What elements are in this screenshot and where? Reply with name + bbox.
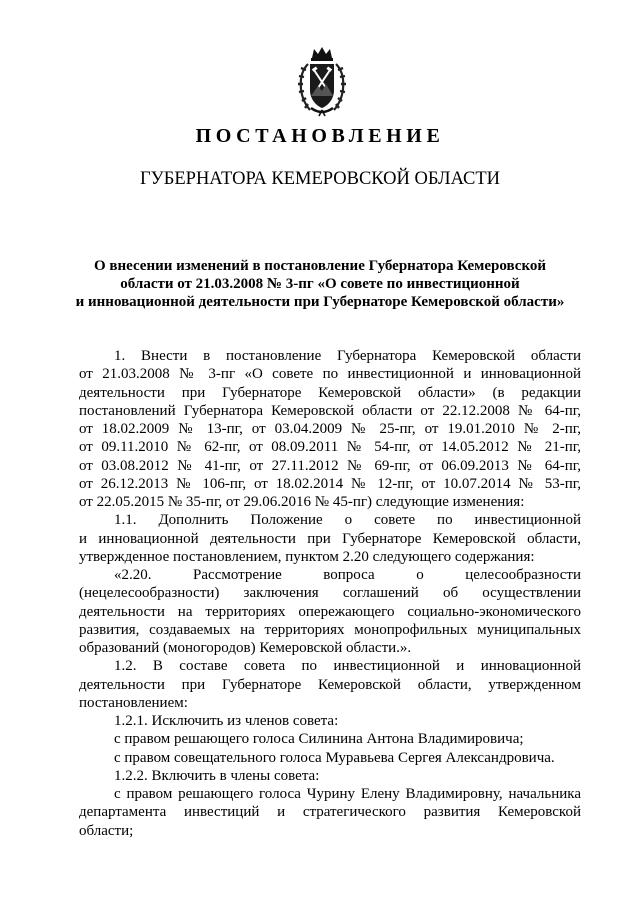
body-line: развития, создаваемых на территориях монопрофильных муниципальных [79, 621, 581, 638]
body-line: 1. Внести в постановление Губернатора Кемеровской области [114, 348, 581, 364]
document-title [60, 257, 580, 311]
coat-of-arms-icon [295, 44, 349, 118]
body-line: утвержденное постановлением, пунктом 2.20 следующего содержания: [79, 548, 535, 565]
body-line: постановлением: [79, 694, 188, 711]
body-line: деятельности при Губернаторе Кемеровской области» (в редакции [79, 384, 581, 401]
body-line: от 22.05.2015 № 35-пг, от 29.06.2016 № 45-пг) следующие изменения: [79, 494, 525, 510]
body-line: и инновационной деятельности при Губернаторе Кемеровской области, [79, 530, 581, 547]
body-line: 1.2. В составе совета по инвестиционной и инновационной [114, 658, 581, 675]
body-line: с правом решающего голоса Силинина Антона Владимировича; [114, 731, 524, 748]
issuer: ГУБЕРНАТОРА КЕМЕРОВСКОЙ ОБЛАСТИ [139, 169, 501, 189]
title-line: области от 21.03.2008 № 3-пг «О совете по инвестиционной [120, 276, 520, 292]
body-line: 1.2.2. Включить в члены совета: [114, 767, 320, 784]
body-line: от 26.12.2013 № 106-пг, от 18.02.2014 № 12-пг, от 10.07.2014 № 53-пг, [79, 475, 581, 492]
body-line: с правом совещательного голоса Муравьева Сергея Александровича. [114, 749, 555, 766]
body-line: от 21.03.2008 № 3-пг «О совете по инвестиционной и инновационной [79, 366, 581, 383]
body-line: деятельности при Губернаторе Кемеровской области, утвержденном [79, 676, 581, 693]
body-line: «2.20. Рассмотрение вопроса о целесообразности [114, 567, 581, 583]
body-line: от 03.08.2012 № 41-пг, от 27.11.2012 № 69-пг, от 06.09.2013 № 64-пг, [79, 457, 581, 474]
body-line: деятельности на территориях опережающего социально-экономического [79, 603, 581, 620]
body-line: с правом решающего голоса Чурину Елену Владимировну, начальника [114, 786, 581, 802]
body-line: постановлений Губернатора Кемеровской области от 22.12.2008 № 64-пг, [79, 402, 581, 419]
body-line: области; [79, 822, 134, 839]
body-line: от 09.11.2010 № 62-пг, от 08.09.2011 № 54-пг, от 14.05.2012 № 21-пг, [79, 439, 581, 456]
document-type: ПОСТАНОВЛЕНИЕ [195, 125, 445, 147]
body-line: 1.1. Дополнить Положение о совете по инвестиционной [114, 512, 581, 529]
title-line: О внесении изменений в постановление Губернатора Кемеровской [93, 258, 547, 274]
body-line: 1.2.1. Исключить из членов совета: [114, 713, 339, 729]
body-line: (нецелесообразности) заключения соглашений об осуществлении [79, 585, 581, 602]
body-line: департамента инвестиций и стратегического развития Кемеровской [79, 804, 581, 821]
body-line: от 18.02.2009 № 13-пг, от 03.04.2009 № 25-пг, от 19.01.2010 № 2-пг, [79, 421, 581, 437]
body-line: образований (моногородов) Кемеровской области.». [79, 640, 412, 656]
document-body [79, 347, 581, 840]
title-line: и инновационной деятельности при Губернаторе Кемеровской области» [75, 294, 565, 310]
